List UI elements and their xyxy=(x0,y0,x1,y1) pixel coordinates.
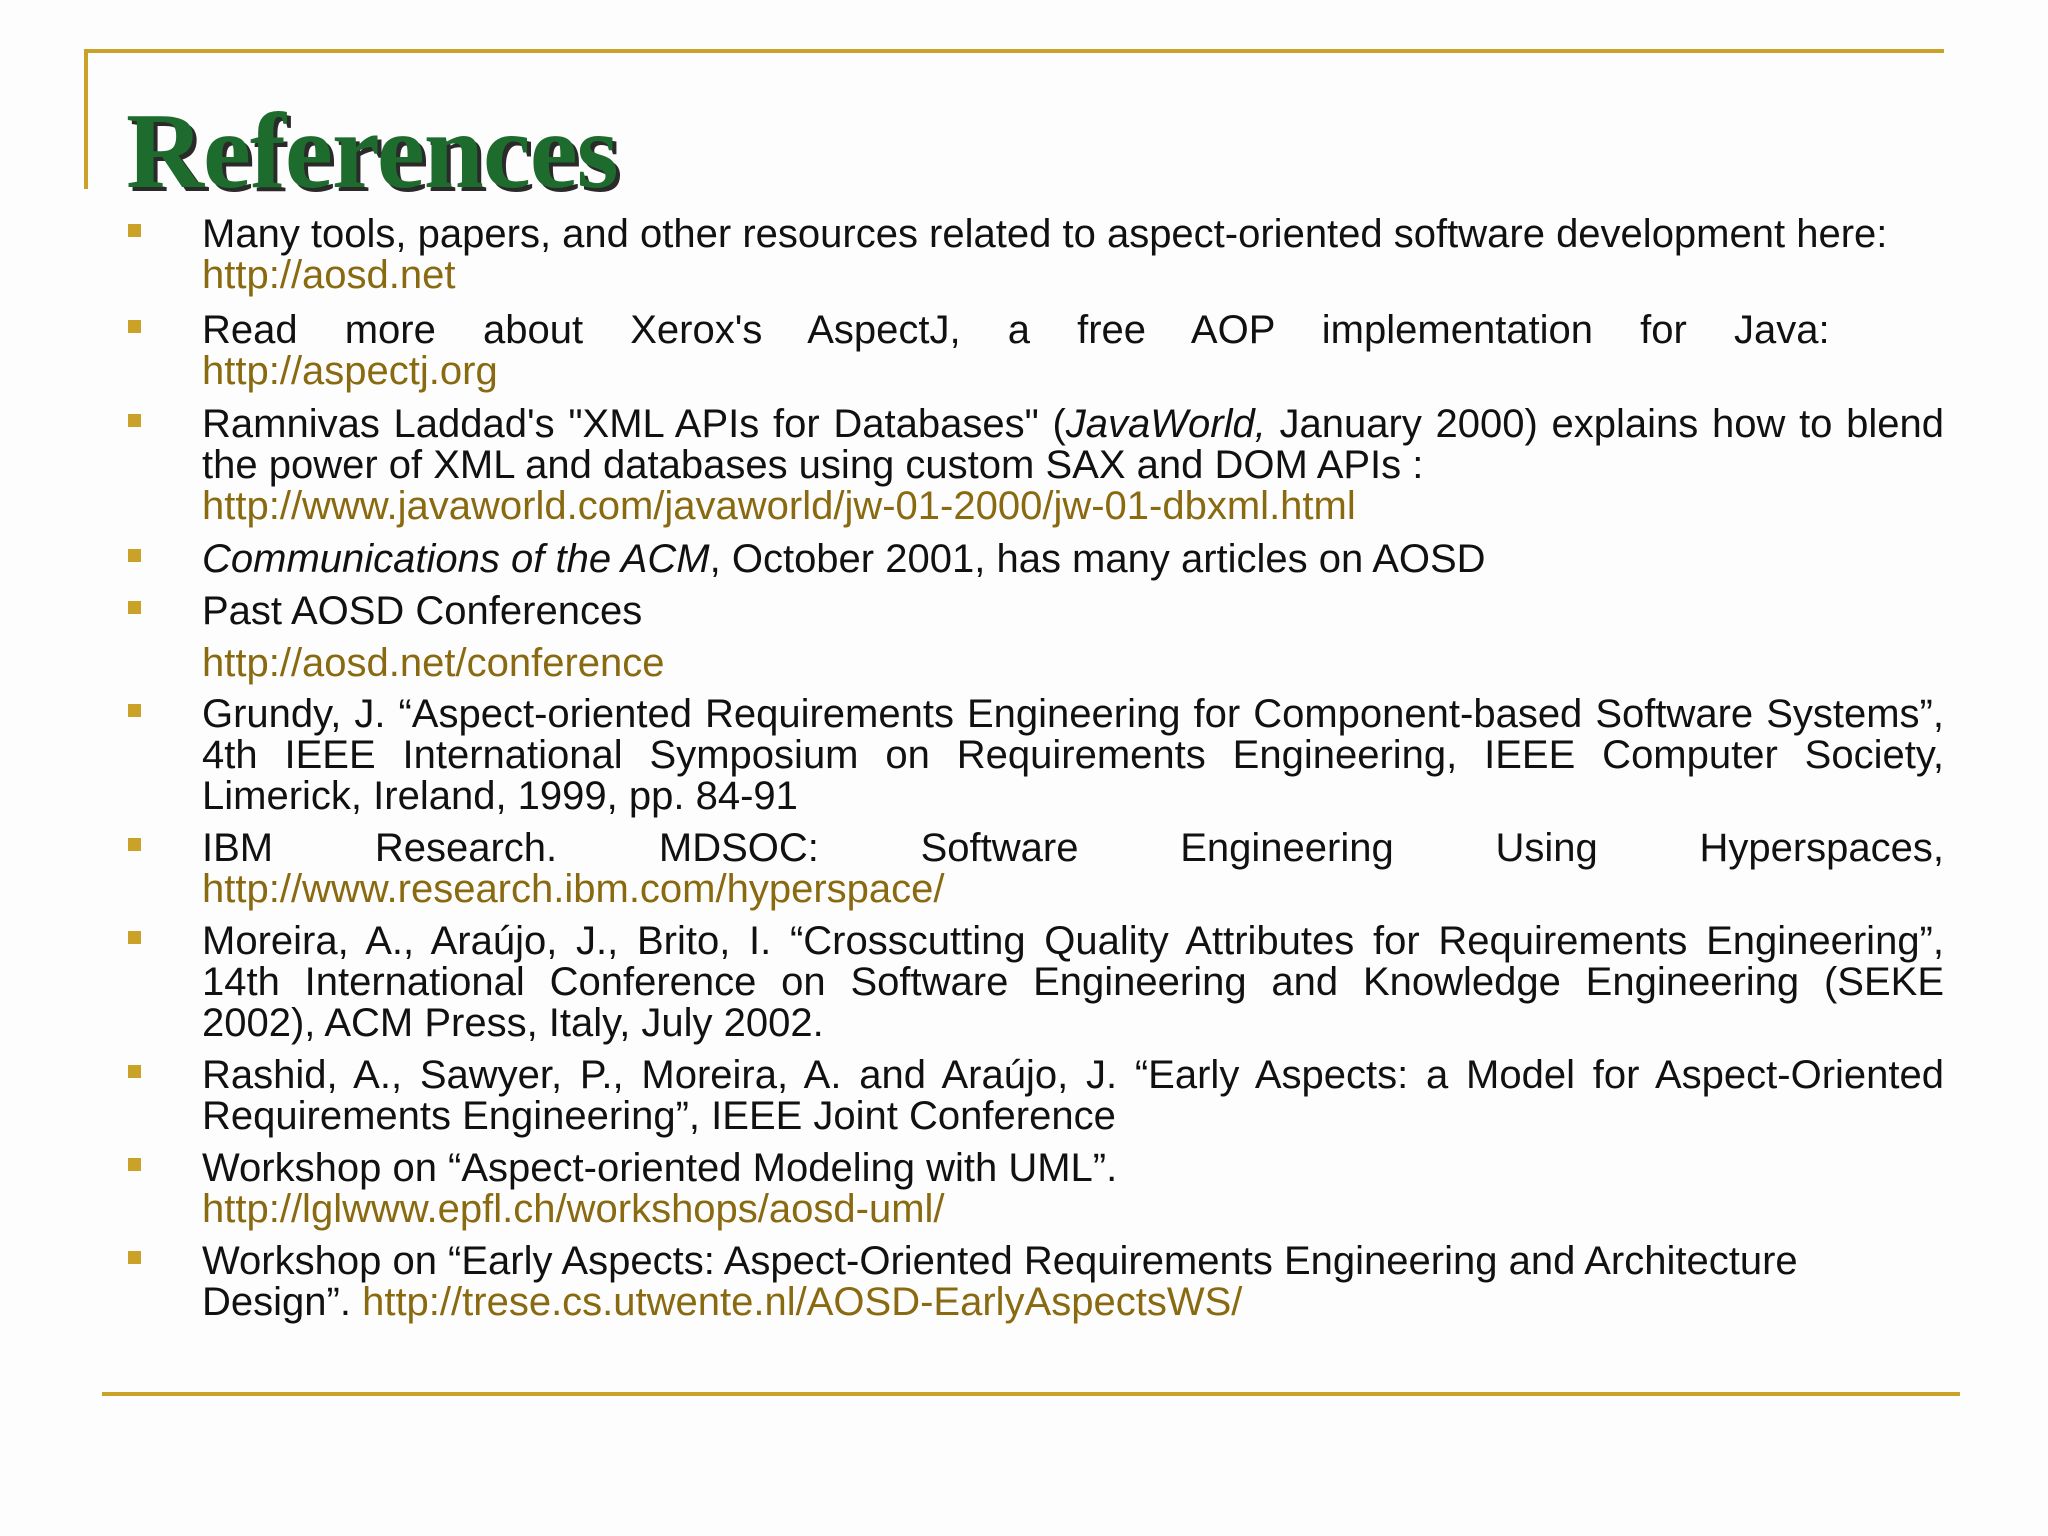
reference-item-aosd-resources xyxy=(124,214,1944,296)
reference-item-ibm-hyperspaces xyxy=(124,828,1944,910)
bullet-icon xyxy=(128,1065,141,1078)
bullet-icon xyxy=(128,414,141,427)
reference-text: Past AOSD Conferences xyxy=(202,589,643,633)
bullet-icon xyxy=(128,931,141,944)
reference-text: Grundy, J. “Aspect-oriented Requirements Engineering for Component-based Software Systems”, 4th IEEE International Symposium on Requirements Engineering, IEEE Computer Society, Limerick, Ireland, 1999, pp. 84-91 xyxy=(202,692,1944,818)
bullet-icon xyxy=(128,838,141,851)
reference-link[interactable]: http://www.research.ibm.com/hyperspace/ xyxy=(202,867,945,911)
reference-item-cacm xyxy=(124,539,1944,580)
bullet-icon xyxy=(128,1251,141,1264)
reference-italic: JavaWorld, xyxy=(1065,402,1266,446)
bullet-icon xyxy=(128,320,141,333)
reference-item-moreira xyxy=(124,921,1944,1044)
bullet-icon xyxy=(128,1158,141,1171)
reference-text: Workshop on “Early Aspects: Aspect-Oriented Requirements Engineering and Architecture Design”. xyxy=(202,1239,1798,1324)
reference-text: Moreira, A., Araújo, J., Brito, I. “Crosscutting Quality Attributes for Requirements Engineering”, 14th International Conference on Software Engineering and Knowledge Engineering (SEKE 2002), ACM Press, Italy, July 2002. xyxy=(202,919,1944,1045)
reference-text: Read more about Xerox's AspectJ, a free AOP implementation for Java: xyxy=(202,308,1830,352)
bottom-border-line xyxy=(102,1392,1960,1396)
reference-text: IBM Research. MDSOC: Software Engineering Using Hyperspaces, xyxy=(202,826,1944,870)
reference-item-rashid xyxy=(124,1055,1944,1137)
top-border-line xyxy=(84,49,1944,53)
reference-text: Many tools, papers, and other resources related to aspect-oriented software development here: xyxy=(202,212,1888,256)
reference-link[interactable]: http://trese.cs.utwente.nl/AOSD-EarlyAspectsWS/ xyxy=(362,1280,1243,1324)
left-border-line xyxy=(84,49,88,189)
reference-link[interactable]: http://aspectj.org xyxy=(202,349,498,393)
bullet-icon xyxy=(128,224,141,237)
reference-text-before: Ramnivas Laddad's "XML APIs for Databases" ( xyxy=(202,402,1066,446)
bullet-icon xyxy=(128,601,141,614)
reference-italic: Communications of the ACM xyxy=(202,537,710,581)
reference-item-laddad xyxy=(124,404,1944,527)
reference-link[interactable]: http://lglwww.epfl.ch/workshops/aosd-uml/ xyxy=(202,1187,945,1231)
references-list xyxy=(124,214,1944,1323)
reference-item-past-conferences xyxy=(124,591,1944,684)
reference-text-after: January 2000) explains how to blend the power of XML and databases using custom SAX and DOM APIs : xyxy=(202,402,1944,487)
reference-item-aspectj xyxy=(124,310,1944,392)
bullet-icon xyxy=(128,704,141,717)
reference-item-grundy xyxy=(124,694,1944,817)
reference-text: Rashid, A., Sawyer, P., Moreira, A. and Araújo, J. “Early Aspects: a Model for Aspect-Oriented Requirements Engineering”, IEEE Joint Conference xyxy=(202,1053,1944,1138)
reference-item-workshop-uml xyxy=(124,1148,1944,1230)
slide-title: References xyxy=(126,92,618,211)
reference-link[interactable]: http://www.javaworld.com/javaworld/jw-01-2000/jw-01-dbxml.html xyxy=(202,484,1356,528)
reference-text: Workshop on “Aspect-oriented Modeling with UML”. xyxy=(202,1146,1118,1190)
reference-link[interactable]: http://aosd.net xyxy=(202,253,456,297)
reference-item-workshop-early-aspects xyxy=(124,1241,1944,1323)
reference-link[interactable]: http://aosd.net/conference xyxy=(202,641,665,685)
bullet-icon xyxy=(128,549,141,562)
reference-text-after: , October 2001, has many articles on AOSD xyxy=(709,537,1486,581)
